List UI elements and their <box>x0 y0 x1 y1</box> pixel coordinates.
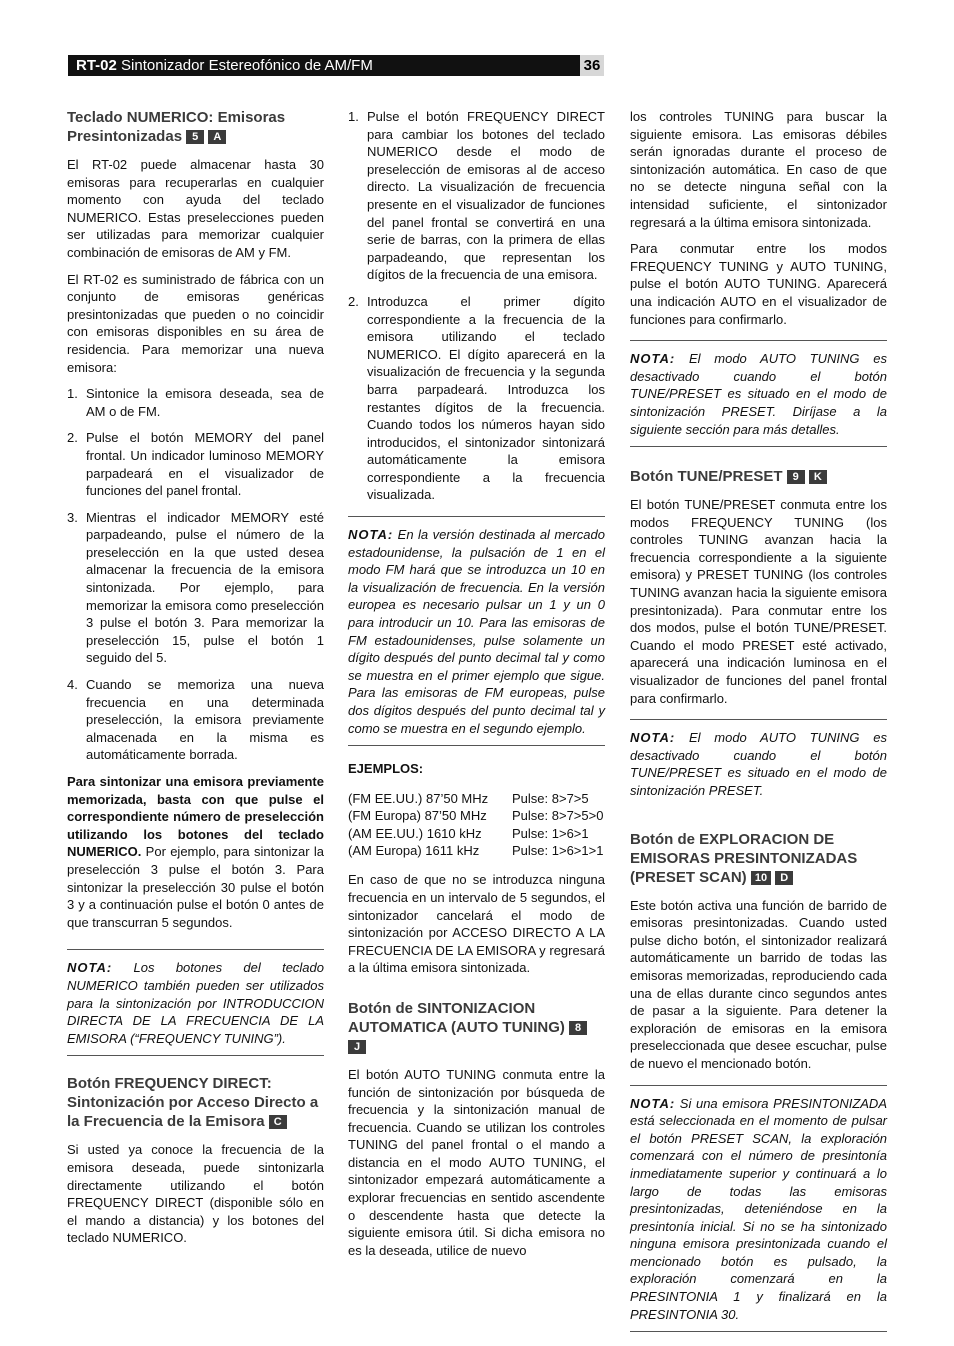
note-box: NOTA: Si una emisora PRESINTONIZADA está seleccionada en el momento de pulsar el botón PRESET SCAN, la exploración comenzará con el número de presintonía inmediatamente superior y continuará a lo largo de todas las emisoras presintonizadas, deteniéndose en la presintonía inicial. Si no se ha sintonizado ninguna emisora presintonizada cuando el mencionado botón es pulsado, la exploración comenzará en la PRESINTONIA 1 y finalizará en la PRESINTONIA 30. <box>630 1085 887 1333</box>
badge-9: 9 <box>787 470 805 484</box>
paragraph: En caso de que no se introduzca ninguna frecuencia en un intervalo de 5 segundos, el sintonizador cancelará el modo de sintonización por ACCESO DIRECTO A LA FRECUENCIA DE LA EMISORA y regresará a la última emisora sintonizada. <box>348 872 605 976</box>
table-row: (FM Europa) 87’50 MHz Pulse: 8>7>5>0 <box>348 808 604 824</box>
column-2 <box>348 108 605 1268</box>
badge-5: 5 <box>186 130 204 144</box>
paragraph: El RT-02 es suministrado de fábrica con un conjunto de emisoras genéricas presintonizadas que pueden o no coincidir con emisoras disponibles en su área de residencia. Para memorizar una nueva emisora: <box>67 271 324 375</box>
paragraph: El RT-02 puede almacenar hasta 30 emisoras para recuperarlas en cualquier momento con ayuda del teclado NUMERICO. Estas preselecciones pueden ser utilizadas para memorizar cualquier combinación de emisoras de AM y FM. <box>67 157 324 260</box>
list-item: 1. Pulse el botón FREQUENCY DIRECT para cambiar los botones del teclado NUMERICO desde el modo de preselección de emisoras al de acceso directo. La visualización de frecuencia presente en el visualizador de funciones del panel frontal se convertirá en una serie de barras, con la primera de ellas parpadeando, que representan los dígitos de la frecuencia de una emisora. <box>348 109 605 283</box>
paragraph: Si usted ya conoce la frecuencia de la emisora deseada, puede sintonizarla directamente utilizando el botón FREQUENCY DIRECT (disponible sólo en el mando a distancia) y los botones del teclado NUMERICO. <box>67 1142 324 1246</box>
page-header <box>68 55 604 76</box>
paragraph: Para conmutar entre los modos FREQUENCY TUNING y AUTO TUNING, pulse el botón AUTO TUNING. Aparecerá una indicación AUTO en el visualizador de funciones para confirmarlo. <box>630 241 887 327</box>
heading-numeric-keypad: Teclado NUMERICO: Emisoras Presintonizadas 5 A <box>67 109 286 145</box>
note-box: NOTA: Los botones del teclado NUMERICO también pueden ser utilizados para la sintonización por INTRODUCCION DIRECTA DE LA FRECUENCIA DE LA EMISORA (“FREQUENCY TUNING”). <box>67 949 324 1056</box>
badge-c: C <box>269 1115 287 1129</box>
paragraph: Para sintonizar una emisora previamente memorizada, basta con que pulse el correspondiente número de preselección utilizando los botones del teclado NUMERICO. Por ejemplo, para sintonizar la preselección 3 pulse el botón 3. Para sintonizar la preselección 30 pulse el botón 3 y a continuación pulse el botón 0 antes de que transcurran 5 segundos. <box>67 774 324 930</box>
table-row: (AM Europa) 1611 kHz Pulse: 1>6>1>1 <box>348 842 604 858</box>
paragraph: El botón AUTO TUNING conmuta entre la función de sintonización por búsqueda de frecuencia y la sintonización manual de frecuencia. Cuando se utilizan los controles TUNING del panel frontal o el mando a distancia en el modo AUTO TUNING, el sintonizador empezará automáticamente a explorar frecuencias en sentido ascendente o descendente hasta que detecte la siguiente emisora útil. Si dicha emisora no es la deseada, utilice de nuevo <box>348 1066 605 1258</box>
note-box: NOTA: El modo AUTO TUNING es desactivado cuando el botón TUNE/PRESET es situado en el modo de sintonización PRESET. Diríjase a la siguiente sección para más detalles. <box>630 340 887 447</box>
badge-k: K <box>809 470 827 484</box>
note-box: NOTA: El modo AUTO TUNING es desactivado cuando el botón TUNE/PRESET es situado en el modo de sintonización PRESET. <box>630 719 887 807</box>
examples-title: EJEMPLOS: <box>348 761 424 777</box>
note-box: NOTA: En la versión destinada al mercado estadounidense, la pulsación de 1 en el modo FM hará que se introduzca un 10 en la visualización de frecuencia. En la versión europea es necesario pulsar un 1 y un 0 para introducir un 10. Para las emisoras de FM estadounidenses, pulse solamente un dígito después del punto decimal tal y como se muestra en el primer ejemplo que sigue. Para las emisoras de FM europeas, pulse dos dígitos después del punto decimal tal y como se muestra en el segundo ejemplo. <box>348 516 605 746</box>
heading-frequency-direct: Botón FREQUENCY DIRECT: Sintonización por Acceso Directo a la Frecuencia de la Emisora C <box>67 1075 319 1131</box>
examples-table <box>348 790 605 860</box>
memorize-steps <box>67 385 324 764</box>
table-row: (AM EE.UU.) 1610 kHz Pulse: 1>6>1 <box>348 825 589 841</box>
paragraph: Este botón activa una función de barrido de emisoras presintonizadas. Cuando usted pulse dicho botón, el sintonizador realizará automáticamente un barrido de todas las emisoras memorizadas, reproduciendo cada una de ellas durante cinco segundos antes de pasar a la siguiente. Para detener la exploración de emisoras en la emisora preseleccionada que desee escuchar, pulse de nuevo el mencionado botón. <box>630 897 887 1071</box>
paragraph: los controles TUNING para buscar la siguiente emisora. Las emisoras débiles serán ignoradas durante el proceso de sintonización automática. En caso de que no se detecte ninguna señal con la intensidad suficiente, el sintonizador regresará a la última emisora sintonizada. <box>630 109 887 230</box>
heading-preset-scan: Botón de EXPLORACION DE EMISORAS PRESINTONIZADAS (PRESET SCAN) 10 D <box>630 830 858 886</box>
direct-steps <box>348 108 605 504</box>
list-item: 1. Sintonice la emisora deseada, sea de AM o de FM. <box>67 386 324 419</box>
paragraph: El botón TUNE/PRESET conmuta entre los modos FREQUENCY TUNING (los controles TUNING avanzan hacia la frecuencia correspondiente a la siguiente emisora) y PRESET TUNING (los controles TUNING avanzan hacia la siguiente emisora presintonizada). Para conmutar entre los dos modos, pulse el botón TUNE/PRESET. Cuando el modo PRESET esté activado, aparecerá una indicación luminosa en el visualizador de funciones del panel frontal para confirmarlo. <box>630 497 887 706</box>
heading-tune-preset: Botón TUNE/PRESET 9 K <box>630 467 887 486</box>
list-item: 3. Mientras el indicador MEMORY esté parpadeando, pulse el número de la preselección en la que usted desea almacenar la frecuencia de la emisora sintonizada. Por ejemplo, para memorizar la emisora como preselección 3 pulse el botón 3. Para memorizar la preselección 15, pulse el botón 1 seguido del 5. <box>67 509 324 666</box>
heading-auto-tuning: Botón de SINTONIZACION AUTOMATICA (AUTO TUNING) 8 J <box>348 999 605 1056</box>
list-item: 2. Pulse el botón MEMORY del panel frontal. Un indicador luminoso MEMORY parpadeará en el visualizador de funciones del panel frontal. <box>67 430 324 499</box>
badge-10: 10 <box>751 871 771 885</box>
badge-a: A <box>208 130 226 144</box>
list-item: 2. Introduzca el primer dígito correspondiente a la frecuencia de la emisora utilizando el teclado NUMERICO. El dígito aparecerá en la visualización de frecuencia y la segunda barra parpadeará. Introduzca los restantes dígitos de la frecuencia. Cuando todos los números hayan sido introducidos, el sintonizador sintonizará automáticamente la emisora correspondiente a la frecuencia visualizada. <box>348 293 605 503</box>
badge-8: 8 <box>569 1021 587 1035</box>
model-name: RT-02 <box>76 57 117 74</box>
page-number: 36 <box>580 55 604 76</box>
column-1 <box>67 108 324 1256</box>
badge-j: J <box>348 1040 366 1054</box>
header-subtitle: Sintonizador Estereofónico de AM/FM <box>121 57 373 74</box>
list-item: 4. Cuando se memoriza una nueva frecuencia en una determinada preselección, la emisora previamente almacenada en la misma es automáticamente borrada. <box>67 677 324 763</box>
badge-d: D <box>775 871 793 885</box>
table-row: (FM EE.UU.) 87’50 MHz Pulse: 8>7>5 <box>348 790 589 806</box>
column-3 <box>630 108 887 1346</box>
